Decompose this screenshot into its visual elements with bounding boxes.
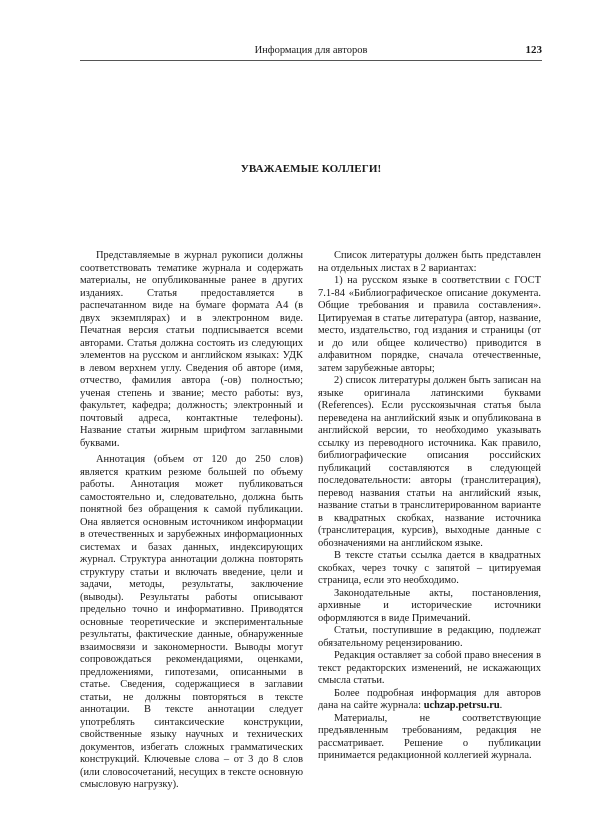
paragraph-references-latin: 2) список литературы должен быть записан на языке оригинала латинскими буквами (References). Если русскоязычная статья была переведена на английский язык и опубликована в английской версии, то необходимо указывать ссылку из переводного источника. Как правило, библиографические описания российских публикаций составляются в следующей последовательности: авторы (транслитерация), перевод названия статьи на английский язык, название статьи в транслитерированном варианте в квадратных скобках, название источника (транслитерация, курсив), выходные данные с обозначениями на английском языке. xyxy=(318,375,541,549)
left-column xyxy=(80,250,303,792)
paragraph-references-intro: Список литературы должен быть представлен на отдельных листах в 2 вариантах: xyxy=(318,250,541,274)
more-info-suffix: . xyxy=(499,700,503,711)
paragraph-legal-acts: Законодательные акты, постановления, архивные и исторические источники оформляются в виде Примечаний. xyxy=(318,587,541,624)
page-heading: УВАЖАЕМЫЕ КОЛЛЕГИ! xyxy=(240,163,382,175)
paragraph-review: Статьи, поступившие в редакцию, подлежат обязательному рецензированию. xyxy=(318,625,541,649)
paragraph-closing: Материалы, не соответствующие предъявленным требованиям, редакция не рассматривает. Решение о публикации принимается редакционной коллегией журнала. xyxy=(318,712,541,761)
page-number: 123 xyxy=(525,44,542,56)
paragraph-references-russian: 1) на русском языке в соответствии с ГОСТ 7.1-84 «Библиографическое описание документа. Общие требования и правила составления». Цитируемая в статье литература (автор, название, место, издательство, год издания и страницы (от и до или общее количество) приводится в алфавитном порядке, сначала отечественные, затем зарубежные авторы; xyxy=(318,275,541,374)
paragraph-editing: Редакция оставляет за собой право внесения в текст редакторских изменений, не искажающих смысла статьи. xyxy=(318,650,541,686)
paragraph-abstract: Аннотация (объем от 120 до 250 слов) является кратким резюме большей по объему работы. Аннотация может публиковаться самостоятельно и, следовательно, должна быть понятной без обращения к самой публикации. Она является основным источником информации в отечественных и зарубежных информационных системах и базах данных, индексирующих журнал. Структура аннотации должна повторять структуру статьи и включать введение, цели и задачи, методы, результаты, заключение (выводы). Результаты работы описывают предельно точно и информативно. Приводятся основные теоретические и экспериментальные результаты, фактические данные, обнаруженные взаимосвязи и закономерности. Выводы могут сопровождаться рекомендациями, оценками, предложениями, гипотезами, описанными в статье. Сведения, содержащиеся в заглавии статьи, не должны повторяться в тексте аннотации. В тексте аннотации следует употреблять синтаксические конструкции, свойственные языку научных и технических документов, избегать сложных грамматических конструкций. Ключевые слова – от 3 до 8 слов (или словосочетаний, несущих в тексте основную смысловую нагрузку). xyxy=(80,454,303,790)
paragraph-more-info xyxy=(318,688,541,713)
running-header xyxy=(80,44,542,61)
paragraph-requirements: Представляемые в журнал рукописи должны соответствовать тематике журнала и содержать материалы, не опубликованные ранее в других изданиях. Статья предоставляется в распечатанном виде на бумаге формата А4 (в двух экземплярах) и в электронном виде. Печатная версия статьи подписывается всеми авторами. Статья должна состоять из следующих элементов на русском и английском языках: УДК в левом верхнем углу. Сведения об авторе (имя, отчество, фамилия автора (-ов) полностью; ученая степень и звание; место работы: вуз, факультет, кафедра; должность; электронный и почтовый адреса, контактные телефоны). Название статьи жирным шрифтом заглавными буквами. xyxy=(80,250,303,449)
right-column xyxy=(318,250,541,763)
more-info-text: Более подробная информация для авторов дана на сайте журнала: xyxy=(318,687,541,711)
paragraph-citations: В тексте статьи ссылка дается в квадратных скобках, через точку с запятой – цитируемая страница, если это необходимо. xyxy=(318,550,541,586)
header-title: Информация для авторов xyxy=(254,45,368,56)
journal-website-link[interactable]: uchzap.petrsu.ru xyxy=(423,700,500,711)
